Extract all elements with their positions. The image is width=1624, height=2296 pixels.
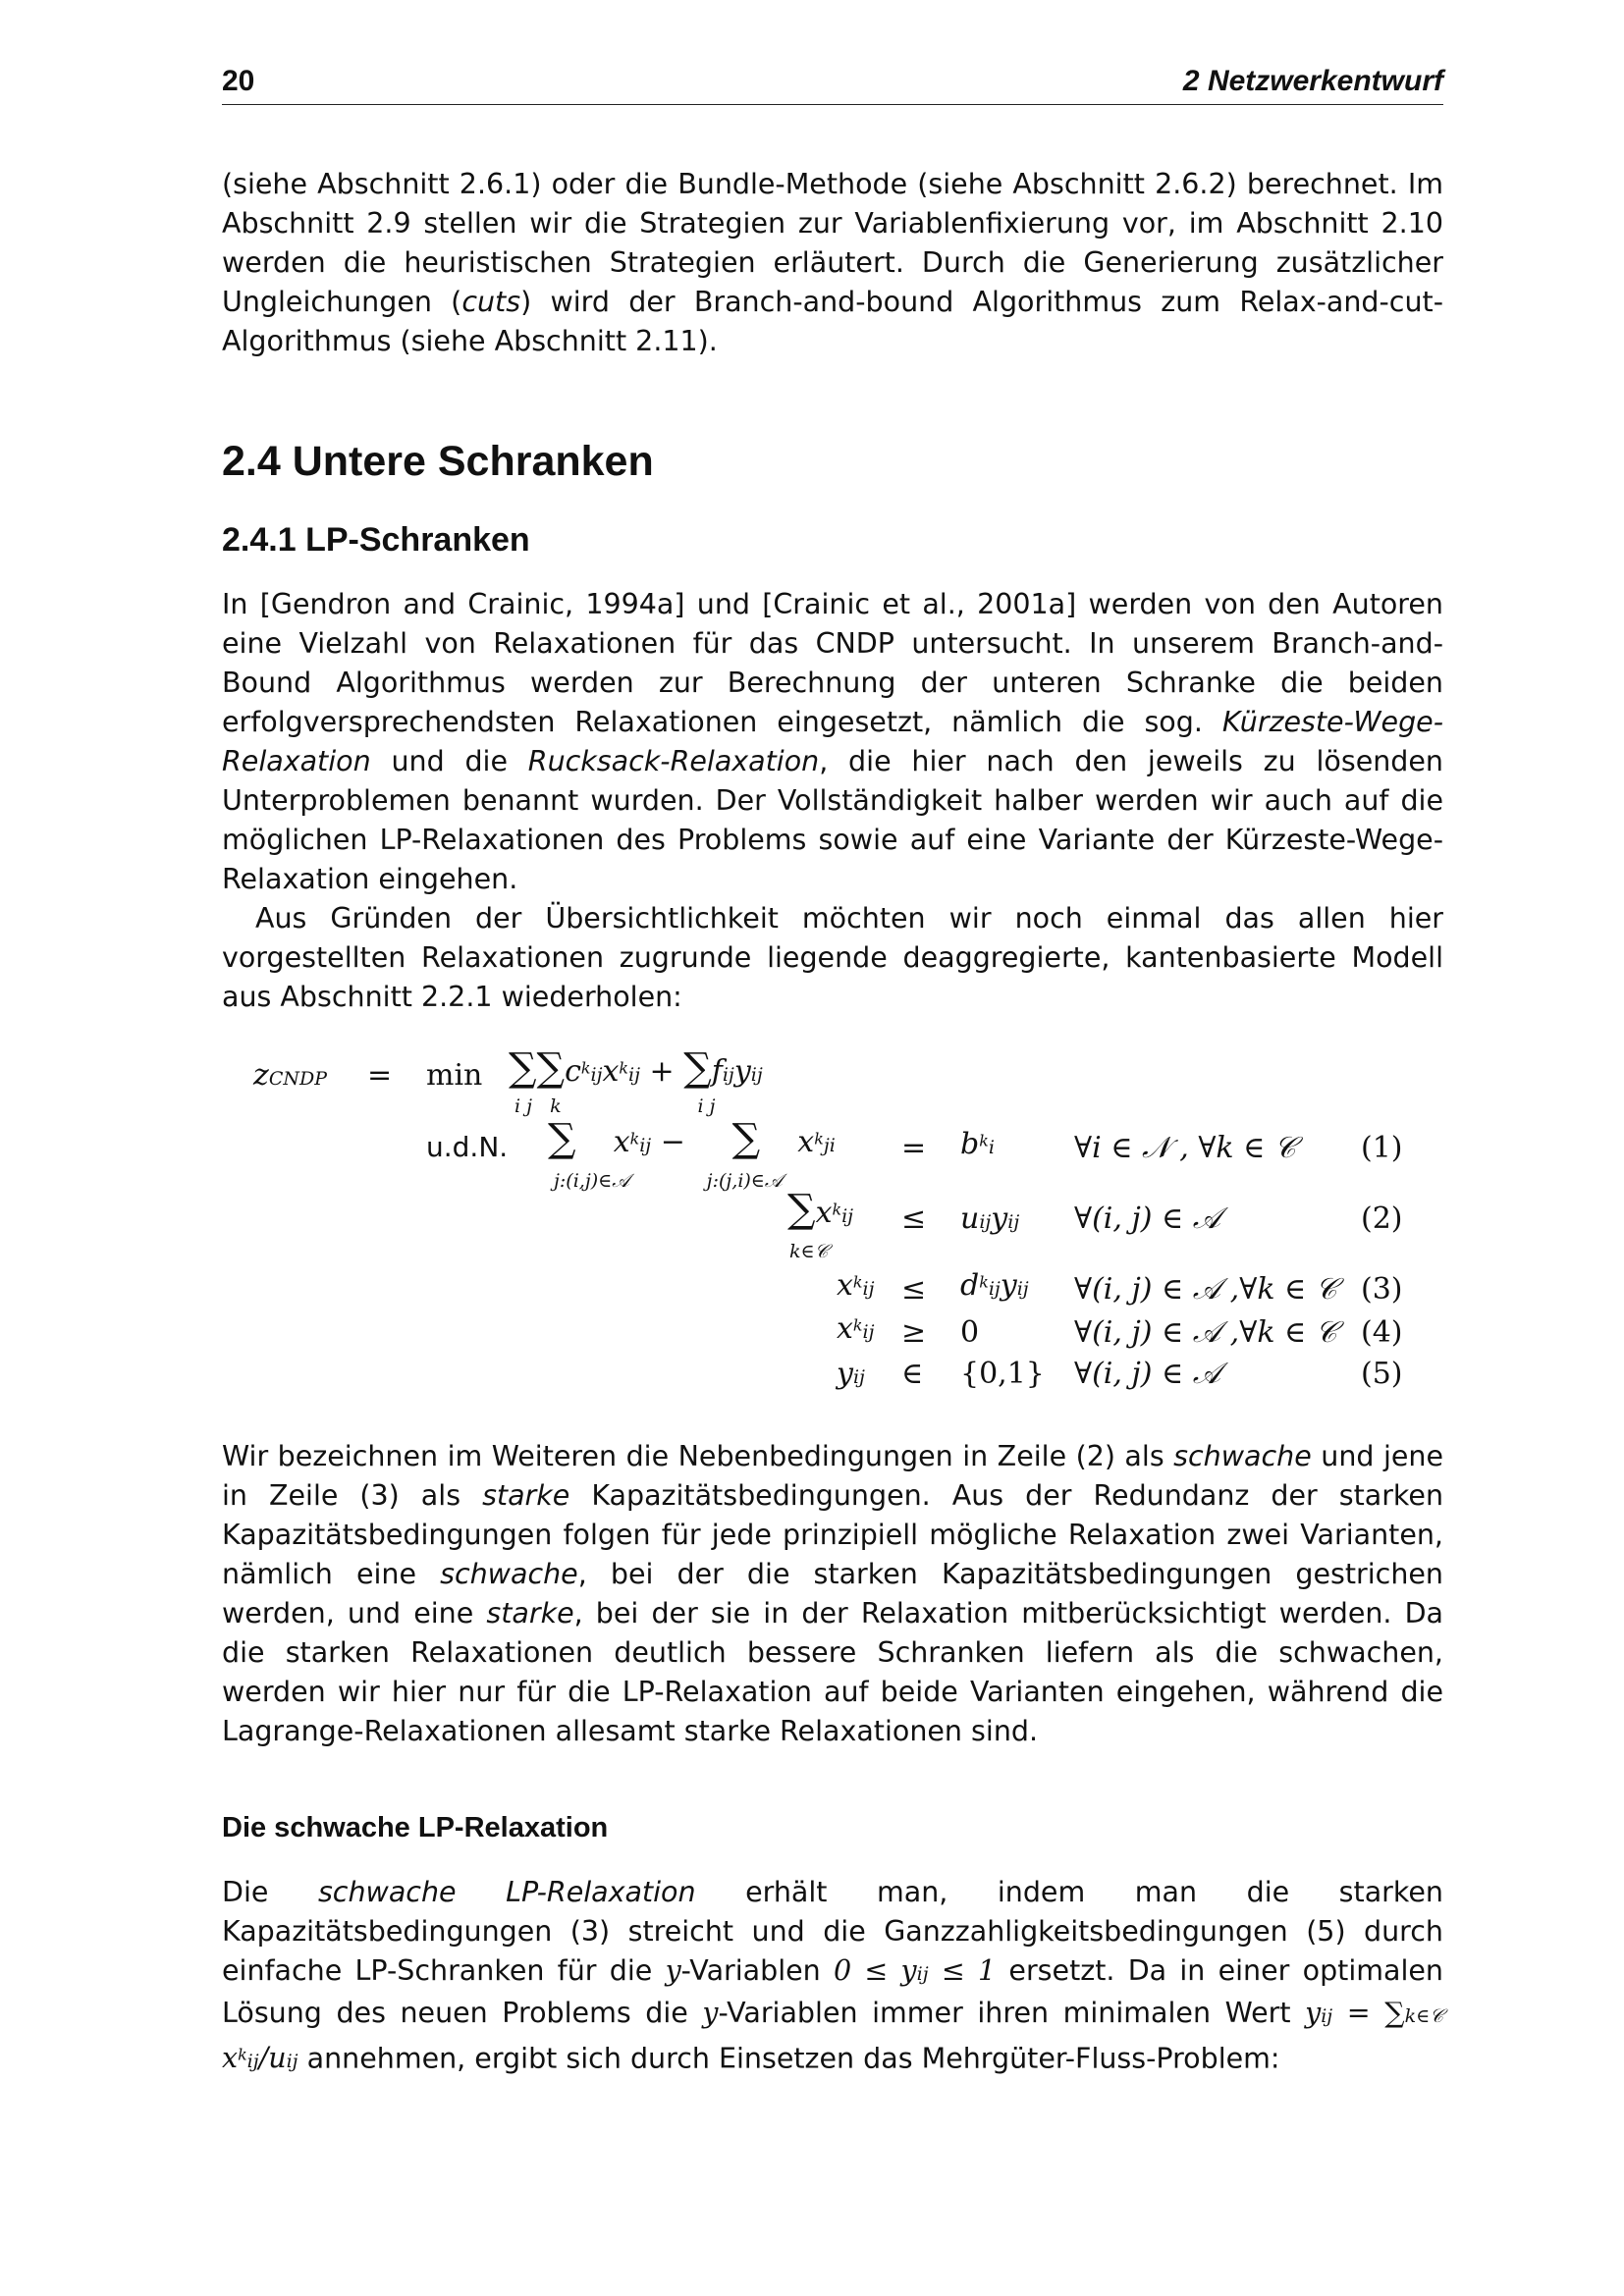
- paragraph-capacity-constraints: Wir bezeichnen im Weiteren die Nebenbedingungen in Zeile (2) als schwache und jene in Zeile (3) als starke Kapazitätsbedingungen. Aus der Redundanz der starken Kapazitätsbedingungen folgen für jede prinzipiell mögliche Relaxation zwei Varianten, nämlich eine schwache, bei der die starken Kapazitätsbedingungen gestrichen werden, und eine starke, bei der sie in der Relaxation mitberücksichtigt werden. Da die starken Relaxationen deutlich bessere Schranken liefern als die schwachen, werden wir hier nur für die LP-Relaxation auf beide Varianten eingehen, während die Lagrange-Relaxationen allesamt starke Relaxationen sind.: [222, 1440, 1444, 1747]
- paragraph-model-intro: Aus Gründen der Übersichtlichkeit möchten wir noch einmal das allen hier vorgestellten Relaxationen zugrunde liegende deaggregierte, kantenbasierte Modell aus Abschnitt 2.2.1 wiederholen:: [222, 902, 1443, 1013]
- constraint-2-condition: ∀(i, j) ∈ 𝒜: [1074, 1201, 1221, 1236]
- constraint-2-number: (2): [1361, 1201, 1403, 1236]
- constraint-3-condition: ∀(i, j) ∈ 𝒜 ,∀k ∈ 𝒞: [1074, 1272, 1337, 1307]
- subsubsection-heading: Die schwache LP-Relaxation: [222, 1812, 609, 1843]
- constraint-1-number: (1): [1361, 1131, 1403, 1165]
- constraint-1-rhs: $b^ki$: [960, 1127, 995, 1161]
- constraint-5-lhs: yij: [837, 1357, 865, 1391]
- constraint-2-lhs: $\sum x^kij$: [787, 1187, 854, 1232]
- objective-sum-limits: i j k i j: [514, 1095, 716, 1117]
- optimization-model: [222, 1045, 1443, 1415]
- page-header: [222, 65, 1443, 105]
- objective-min: min: [426, 1058, 483, 1093]
- constraint-3-number: (3): [1361, 1272, 1403, 1307]
- constraint-3-rhs: $d^kijyij$: [960, 1268, 1029, 1303]
- paragraph-weak-lp-relaxation: Die schwache LP-Relaxation erhält man, indem man die starken Kapazitätsbedingungen (3) streicht und die Ganzzahligkeitsbedingungen (5) durch einfache LP-Schranken für die y-Variablen 0 ≤ yij ≤ 1 ersetzt. Da in einer optimalen Lösung des neuen Problems die y-Variablen immer ihren minimalen Wert yij = ∑k∈𝒞 $x^kij$/uij annehmen, ergibt sich durch Einsetzen das Mehrgüter-Fluss-Problem:: [222, 1876, 1443, 2075]
- subject-to-label: u.d.N.: [426, 1131, 509, 1163]
- constraint-2-relation: ≤: [901, 1201, 927, 1236]
- constraint-4-lhs: $x^kij$: [837, 1311, 875, 1346]
- objective-equals: =: [367, 1058, 393, 1093]
- constraint-3-lhs: $x^kij$: [837, 1268, 875, 1303]
- inline-formula-min-value: yij = ∑k∈𝒞 $x^kij$/uij: [222, 1997, 1443, 2075]
- constraint-1-condition: ∀i ∈ 𝒩 , ∀k ∈ 𝒞: [1074, 1131, 1296, 1165]
- constraint-5-rhs: {0,1}: [960, 1357, 1045, 1391]
- page-body: [222, 165, 1443, 2081]
- constraint-5-relation: ∈: [901, 1357, 924, 1391]
- constraint-1-relation: =: [901, 1131, 927, 1165]
- page-number: 20: [222, 65, 255, 97]
- objective-expression: $\sum\sum c^kijx^kij$ + ∑fijyij: [509, 1045, 763, 1091]
- cuts-emphasis: cuts: [461, 286, 521, 318]
- objective-lhs: zCNDP: [253, 1058, 327, 1093]
- constraint-1-limits: j:(i,j)∈𝒜 j:(j,i)∈𝒜: [554, 1170, 783, 1192]
- paragraph-relaxations: In [Gendron and Crainic, 1994a] und [Crainic et al., 2001a] werden von den Autoren eine Vielzahl von Relaxationen für das CNDP untersucht. In unserem Branch-and-Bound Algorithmus werden zur Berechnung der unteren Schranke die beiden erfolgversprechendsten Relaxationen eingesetzt, nämlich die sog. Kürzeste-Wege-Relaxation und die Rucksack-Relaxation, die hier nach den jeweils zu lösenden Unterproblemen benannt wurden. Der Vollständigkeit halber werden wir auch auf die möglichen LP-Relaxationen des Problems sowie auf eine Variante der Kürzeste-Wege-Relaxation eingehen.: [222, 588, 1443, 895]
- constraint-3-relation: ≤: [901, 1272, 927, 1307]
- constraint-4-relation: ≥: [901, 1315, 927, 1350]
- running-chapter-title: 2 Netzwerkentwurf: [1182, 65, 1443, 97]
- subsection-heading: 2.4.1 LP-Schranken: [222, 521, 530, 559]
- constraint-2-limits: k∈𝒞: [789, 1241, 829, 1262]
- constraint-1-lhs: ∑ $x^kij$ − ∑ $x^kji$: [548, 1116, 836, 1161]
- constraint-5-condition: ∀(i, j) ∈ 𝒜: [1074, 1357, 1221, 1391]
- constraint-4-number: (4): [1361, 1315, 1403, 1350]
- intro-paragraph: (siehe Abschnitt 2.6.1) oder die Bundle-Methode (siehe Abschnitt 2.6.2) berechnet. Im Abschnitt 2.9 stellen wir die Strategien zur Variablenfixierung vor, im Abschnitt 2.10 werden die heuristischen Strategien erläutert. Durch die Generierung zusätzlicher Ungleichungen (cuts) wird der Branch-and-bound Algorithmus zum Relax-and-cut-Algorithmus (siehe Abschnitt 2.11).: [222, 168, 1443, 357]
- section-heading: 2.4 Untere Schranken: [222, 438, 654, 485]
- constraint-4-condition: ∀(i, j) ∈ 𝒜 ,∀k ∈ 𝒞: [1074, 1315, 1337, 1350]
- constraint-2-rhs: uijyij: [960, 1201, 1020, 1236]
- constraint-5-number: (5): [1361, 1357, 1403, 1391]
- constraint-4-rhs: 0: [960, 1315, 980, 1350]
